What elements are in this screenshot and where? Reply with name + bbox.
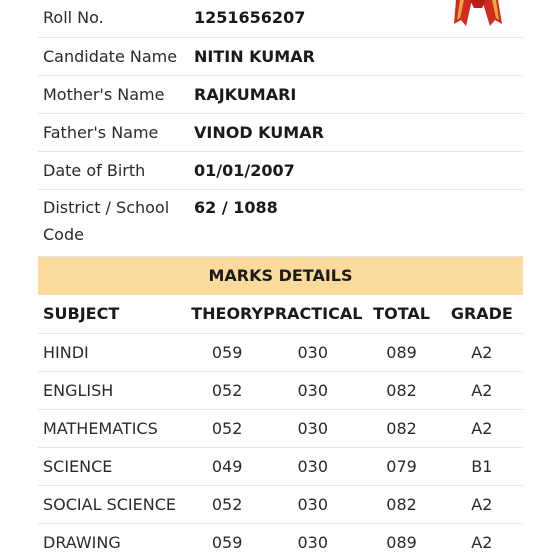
grade-cell: A2 — [441, 409, 523, 447]
mother-name-label: Mother's Name — [43, 85, 165, 104]
grade-column-header: GRADE — [441, 295, 523, 333]
date-of-birth-value: 01/01/2007 — [194, 161, 295, 180]
practical-cell: 030 — [263, 333, 362, 371]
total-cell: 082 — [362, 485, 440, 523]
practical-cell: 030 — [263, 485, 362, 523]
subject-cell: MATHEMATICS — [38, 409, 191, 447]
mother-name-value: RAJKUMARI — [194, 85, 297, 104]
total-cell: 089 — [362, 523, 440, 560]
theory-cell: 049 — [191, 447, 263, 485]
marks-table-header-row — [38, 295, 523, 333]
table-row — [38, 333, 523, 371]
grade-cell: A2 — [441, 371, 523, 409]
total-column-header: TOTAL — [362, 295, 440, 333]
roll-number-label: Roll No. — [43, 8, 104, 27]
candidate-name-value: NITIN KUMAR — [194, 47, 315, 66]
total-cell: 089 — [362, 333, 440, 371]
subject-cell: SCIENCE — [38, 447, 191, 485]
mother-name-row — [38, 76, 523, 114]
total-cell: 082 — [362, 409, 440, 447]
theory-cell: 059 — [191, 333, 263, 371]
grade-cell: B1 — [441, 447, 523, 485]
grade-cell: A2 — [441, 523, 523, 560]
theory-cell: 052 — [191, 371, 263, 409]
theory-cell: 052 — [191, 485, 263, 523]
subject-cell: DRAWING — [38, 523, 191, 560]
district-school-code-row — [38, 190, 523, 257]
marks-details-header: MARKS DETAILS — [38, 257, 523, 295]
father-name-label: Father's Name — [43, 123, 159, 142]
total-cell: 079 — [362, 447, 440, 485]
practical-cell: 030 — [263, 409, 362, 447]
roll-number-value: 1251656207 — [194, 8, 306, 27]
date-of-birth-label: Date of Birth — [43, 161, 146, 180]
subject-cell: SOCIAL SCIENCE — [38, 485, 191, 523]
total-cell: 082 — [362, 371, 440, 409]
table-row — [38, 523, 523, 560]
practical-cell: 030 — [263, 447, 362, 485]
subject-cell: HINDI — [38, 333, 191, 371]
table-row — [38, 447, 523, 485]
district-school-code-label: District / School Code — [43, 198, 170, 244]
candidate-name-row — [38, 38, 523, 76]
practical-cell: 030 — [263, 523, 362, 560]
father-name-value: VINOD KUMAR — [194, 123, 324, 142]
table-row — [38, 409, 523, 447]
grade-cell: A2 — [441, 333, 523, 371]
roll-number-row — [38, 0, 523, 38]
theory-cell: 059 — [191, 523, 263, 560]
theory-column-header: THEORY — [191, 295, 263, 333]
date-of-birth-row — [38, 152, 523, 190]
marks-table — [38, 295, 523, 560]
subject-cell: ENGLISH — [38, 371, 191, 409]
subject-column-header: SUBJECT — [38, 295, 191, 333]
district-school-code-value: 62 / 1088 — [194, 198, 278, 217]
candidate-name-label: Candidate Name — [43, 47, 178, 66]
result-card — [38, 0, 523, 560]
award-ribbon-icon — [452, 0, 504, 30]
practical-cell: 030 — [263, 371, 362, 409]
grade-cell: A2 — [441, 485, 523, 523]
father-name-row — [38, 114, 523, 152]
table-row — [38, 485, 523, 523]
practical-column-header: PRACTICAL — [263, 295, 362, 333]
theory-cell: 052 — [191, 409, 263, 447]
table-row — [38, 371, 523, 409]
